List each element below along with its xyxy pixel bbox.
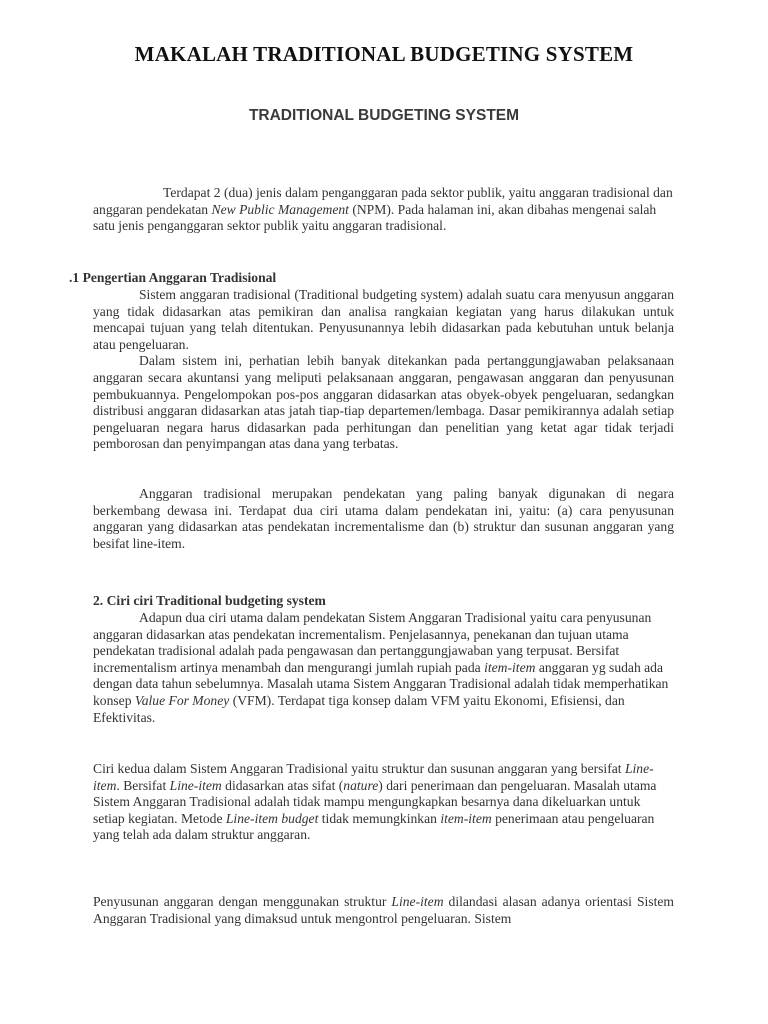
- section-2-paragraph-3: [93, 894, 674, 927]
- intro-text-3: (NPM). Pada halaman ini, akan dibahas mengenai salah satu jenis penganggaran sektor publik yaitu anggaran tradisional.: [93, 201, 657, 234]
- s2p2-line-item-budget: Line-item budget: [225, 810, 319, 826]
- section-2-heading: 2. Ciri ciri Traditional budgeting system: [93, 593, 326, 608]
- s2p1-vfm-term: Value For Money: [134, 692, 230, 708]
- s2p2-line-item-1: Line-item: [93, 761, 654, 793]
- section-1-heading: .1 Pengertian Anggaran Tradisional: [69, 270, 277, 285]
- section-1-paragraph-1: Sistem anggaran tradisional (Traditional budgeting system) adalah suatu cara menyusun anggaran yang tidak didasarkan atas pemikiran dan analisa rangkaian kegiatan yang harus dilakukan untuk mencapai tujuan yang telah ditentukan. Penyusunannya lebih didasarkan pada kebutuhan untuk belanja atau pengeluaran.: [93, 287, 674, 352]
- s2p2-text-i: tidak memungkinkan: [318, 810, 441, 826]
- section-1-body: [93, 287, 674, 453]
- s2p1-item-item: item-item: [484, 659, 536, 675]
- s2p2-text-k: penerimaan atau pengeluaran yang telah ada dalam struktur anggaran.: [93, 810, 655, 843]
- s2p2-text-c: . Bersifat: [116, 777, 170, 793]
- intro-text-1: Terdapat 2 (dua) jenis dalam penganggaran pada sektor publik, yaitu anggaran tradisional dan anggaran pendekatan: [93, 185, 673, 217]
- s2p2-line-item-2: Line-item: [169, 777, 222, 793]
- section-2-paragraph-1: [93, 610, 674, 726]
- section-1-paragraph-2: Dalam sistem ini, perhatian lebih banyak ditekankan pada pertanggungjawaban pelaksanaan anggaran secara akuntansi yang meliputi pelaksanaan anggaran, pengawasan anggaran dan penyusunan pembukuannya. Pengelompokan pos-pos anggaran didasarkan atas obyek-obyek pengeluaran, sedangkan distribusi anggaran didasarkan atas jatah tiap-tiap departemen/lembaga. Dasar pemikirannya adalah setiap pengeluaran negara harus didasarkan pada perhitungan dan penelitian yang ketat agar tidak terjadi pemborosan dan penyimpangan atas dana yang terbatas.: [93, 353, 674, 452]
- s2p2-text-g: ) dari penerimaan dan pengeluaran. Masalah utama Sistem Anggaran Tradisional adalah tidak mampu mengungkapkan besarnya dana dikeluarkan untuk setiap kegiatan. Metode: [93, 777, 657, 826]
- s2p3-text-c: dilandasi alasan adanya orientasi Sistem Anggaran Tradisional yang dimaksud untuk mengontrol pengeluaran. Sistem: [93, 894, 674, 926]
- document-subtitle: TRADITIONAL BUDGETING SYSTEM: [248, 107, 520, 124]
- s2p2-text-e: didasarkan atas sifat (: [221, 777, 344, 793]
- s2p2-item-item: item-item: [440, 810, 492, 826]
- intro-paragraph: [93, 185, 674, 235]
- document-title: MAKALAH TRADITIONAL BUDGETING SYSTEM: [134, 42, 634, 66]
- s2p3-line-item: Line-item: [391, 894, 444, 909]
- section-1-paragraph-3-block: [93, 486, 674, 552]
- s2p1-text-e: (VFM). Terdapat tiga konsep dalam VFM yaitu Ekonomi, Efisiensi, dan Efektivitas.: [93, 692, 625, 725]
- s2p2-nature-term: nature: [343, 777, 379, 793]
- s2p2-text-a: Ciri kedua dalam Sistem Anggaran Tradisional yaitu struktur dan susunan anggaran yang bersifat: [93, 761, 625, 776]
- section-2-paragraph-2: [93, 761, 674, 844]
- s2p3-text-a: Penyusunan anggaran dengan menggunakan struktur: [93, 894, 392, 909]
- section-1-paragraph-3: Anggaran tradisional merupakan pendekatan yang paling banyak digunakan di negara berkembang dewasa ini. Terdapat dua ciri utama dalam pendekatan ini, yaitu: (a) cara penyusunan anggaran yang didasarkan atas pendekatan incrementalisme dan (b) struktur dan susunan anggaran yang besifat line-item.: [93, 486, 674, 551]
- s2p1-text-a: Adapun dua ciri utama dalam pendekatan Sistem Anggaran Tradisional yaitu cara penyusunan anggaran didasarkan atas pendekatan incrementalism. Penjelasannya, penekanan dan tujuan utama pendekatan tradisional adalah pada pengawasan dan pertanggungjawaban yang terpusat. Bersifat incrementalism artinya menambah dan mengurangi jumlah rupiah pada: [93, 610, 652, 675]
- s2p1-text-c: anggaran yg sudah ada dengan data tahun sebelumnya. Masalah utama Sistem Anggaran Tradisional adalah tidak memperhatikan konsep: [93, 659, 669, 708]
- intro-npm-term: New Public Management: [211, 201, 349, 217]
